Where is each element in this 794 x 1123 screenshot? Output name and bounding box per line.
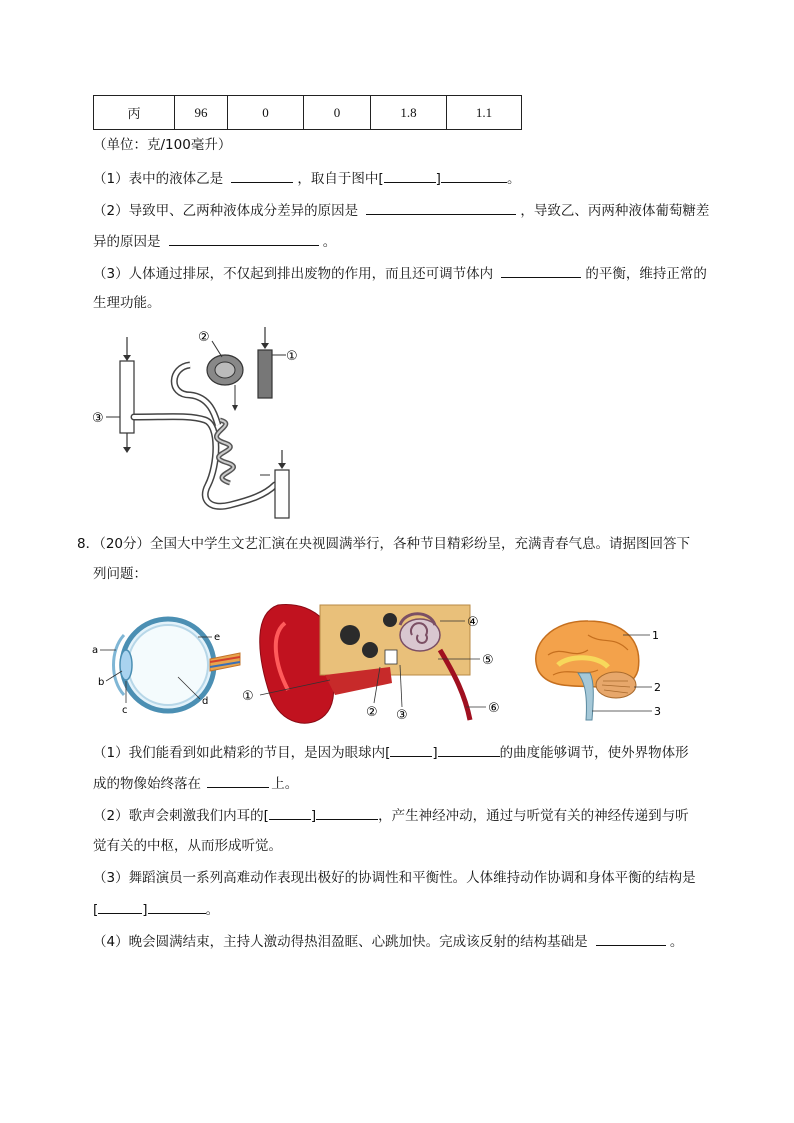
table-row	[94, 96, 522, 130]
answer-blank[interactable]	[438, 742, 500, 757]
answer-blank[interactable]	[390, 742, 432, 757]
q8-part1-text4: 上。	[271, 776, 299, 792]
q8-part1-text: （1）我们能看到如此精彩的节目，是因为眼球内[	[93, 745, 391, 761]
ear-label-1: ①	[242, 689, 254, 704]
eye-label-b: b	[98, 677, 105, 688]
table-cell: 0	[228, 96, 304, 130]
q8-part2	[93, 805, 689, 826]
ear-diagram	[240, 595, 510, 735]
small-tube	[275, 470, 289, 518]
table-cell: 0	[304, 96, 371, 130]
answer-blank[interactable]	[501, 263, 581, 278]
period: 。	[669, 934, 684, 950]
eye-diagram	[90, 615, 250, 720]
q7-part1	[93, 168, 520, 189]
ear-label-3: ③	[396, 708, 408, 723]
eye-label-c: c	[122, 705, 128, 716]
table-cell: 丙	[94, 96, 175, 130]
eye-label-a: a	[92, 645, 99, 656]
data-table	[93, 95, 522, 130]
answer-blank[interactable]	[231, 168, 293, 183]
q7-part2-cont	[93, 231, 336, 252]
q7-part2	[93, 200, 709, 221]
period: 。	[506, 171, 521, 187]
answer-blank[interactable]	[441, 168, 507, 183]
eye-label-e: e	[214, 632, 221, 643]
ear-label-2: ②	[366, 705, 378, 720]
answer-blank[interactable]	[596, 931, 666, 946]
bracket-close: ]	[432, 745, 438, 761]
answer-blank[interactable]	[169, 231, 319, 246]
q8-part4-text: （4）晚会圆满结束，主持人激动得热泪盈眶、心跳加快。完成该反射的结构基础是	[93, 934, 588, 950]
bracket-open: [	[93, 902, 99, 918]
table-cell: 1.1	[447, 96, 522, 130]
answer-blank[interactable]	[316, 805, 378, 820]
q7-part3-text2: 的平衡，维持正常的	[585, 266, 707, 282]
q7-part3-text: （3）人体通过排尿，不仅起到排出废物的作用，而且还可调节体内	[93, 266, 494, 282]
answer-blank[interactable]	[148, 899, 206, 914]
q8-part2-text: （2）歌声会刺激我们内耳的[	[93, 808, 269, 824]
renal-vessel	[258, 350, 272, 398]
q8-part1	[93, 742, 689, 763]
ear-label-4: ④	[467, 615, 479, 630]
q7-part2-text2: ，导致乙、丙两种液体葡萄糖差	[520, 203, 710, 219]
q7-part2-text: （2）导致甲、乙两种液体成分差异的原因是	[93, 203, 359, 219]
ear-label-6: ⑥	[488, 701, 500, 716]
q7-part1-text: （1）表中的液体乙是	[93, 171, 224, 187]
collecting-vessel	[120, 361, 134, 433]
unit-note: （单位：克/100毫升）	[93, 137, 232, 153]
q8-part2-cont: 觉有关的中枢，从而形成听觉。	[93, 838, 282, 854]
q8-heading: 8．（20分）全国大中学生文艺汇演在央视圆满举行，各种节目精彩纷呈，充满青春气息。请据图回答下	[77, 536, 691, 552]
bracket-close: ]	[435, 171, 441, 187]
answer-blank[interactable]	[98, 899, 142, 914]
q7-part1-text2: ，取自于图中[	[297, 171, 384, 187]
label-3: ③	[92, 411, 104, 426]
label-2: ②	[198, 330, 210, 345]
answer-blank[interactable]	[269, 805, 311, 820]
q8-part3: （3）舞蹈演员一系列高难动作表现出极好的协调性和平衡性。人体维持动作协调和身体平衡的结构是	[93, 870, 696, 886]
answer-blank[interactable]	[207, 773, 269, 788]
q8-part4	[93, 931, 683, 952]
q7-part3	[93, 263, 707, 284]
bracket-close: ]	[142, 902, 148, 918]
q7-part3-cont: 生理功能。	[93, 295, 161, 311]
lens	[120, 650, 132, 680]
brain-diagram	[528, 615, 668, 725]
brain-label-1: 1	[652, 629, 659, 642]
eye-label-d: d	[202, 696, 209, 707]
table-cell: 96	[175, 96, 228, 130]
q8-part1-text2: 的曲度能够调节，使外界物体形	[499, 745, 689, 761]
label-1: ①	[286, 349, 298, 364]
answer-blank[interactable]	[384, 168, 436, 183]
q8-part2-text2: ，产生神经冲动，通过与听觉有关的神经传递到与听	[378, 808, 689, 824]
q8-part1-text3: 成的物像始终落在	[93, 776, 201, 792]
table-cell: 1.8	[371, 96, 447, 130]
period: 。	[322, 234, 337, 250]
answer-blank[interactable]	[366, 200, 516, 215]
bracket-close: ]	[310, 808, 317, 824]
brain-label-2: 2	[654, 681, 661, 694]
brain-label-3: 3	[654, 705, 661, 718]
period: 。	[205, 902, 220, 918]
nephron-diagram	[90, 325, 320, 525]
q8-heading-cont: 列问题：	[93, 566, 147, 582]
ear-label-5: ⑤	[482, 653, 494, 668]
q8-part3-cont	[93, 899, 219, 920]
q8-part1-cont	[93, 773, 298, 794]
q7-part2-text3: 异的原因是	[93, 234, 161, 250]
